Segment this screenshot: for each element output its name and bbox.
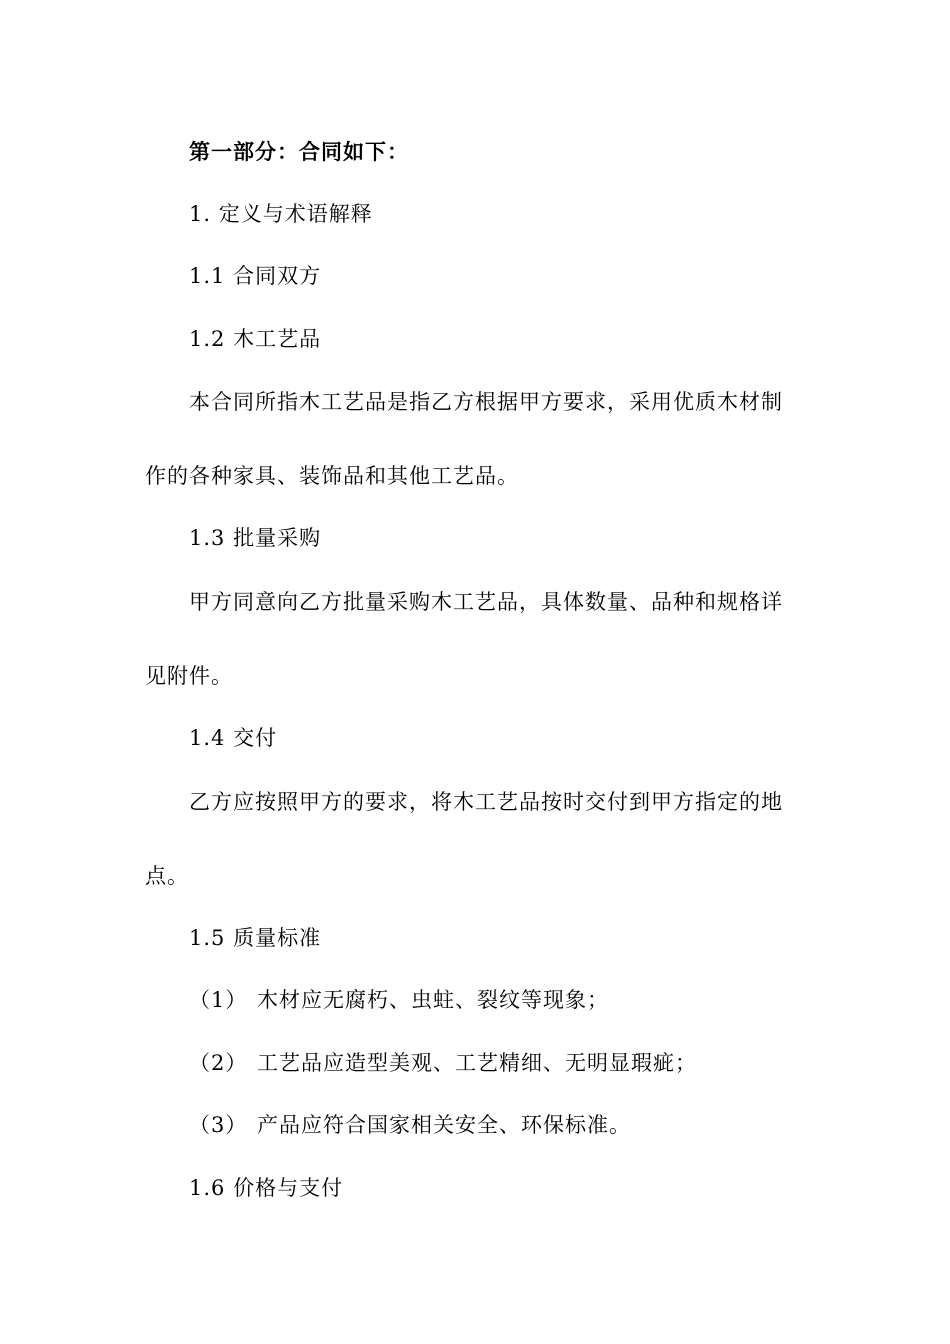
section-heading: 1.5 质量标准 <box>189 926 322 950</box>
paragraph-line: 作的各种家具、装饰品和其他工艺品。 <box>145 464 519 488</box>
section-heading: 1.2 木工艺品 <box>189 327 322 351</box>
list-item-text: 工艺品应造型美观、工艺精细、无明显瑕疵； <box>257 1051 697 1075</box>
part-title: 第一部分：合同如下： <box>189 139 409 164</box>
paragraph-line: 见附件。 <box>145 664 233 688</box>
section-heading: 1.3 批量采购 <box>189 526 322 550</box>
paragraph-line: 本合同所指木工艺品是指乙方根据甲方要求，采用优质木材制 <box>189 390 783 414</box>
section-heading: 1. 定义与术语解释 <box>189 202 373 226</box>
list-item <box>189 1049 697 1077</box>
section-heading: 1.4 交付 <box>189 726 278 750</box>
list-item-text: 木材应无腐朽、虫蛀、裂纹等现象； <box>257 988 609 1012</box>
list-item-text: 产品应符合国家相关安全、环保标准。 <box>257 1113 631 1137</box>
section-heading: 1.1 合同双方 <box>189 264 322 288</box>
paragraph-line: 点。 <box>145 864 189 888</box>
list-item-number: （1） <box>189 988 248 1012</box>
list-item-number: （3） <box>189 1113 248 1137</box>
list-item <box>189 986 609 1014</box>
list-item-number: （2） <box>189 1051 248 1075</box>
paragraph-line: 乙方应按照甲方的要求，将木工艺品按时交付到甲方指定的地 <box>189 790 783 814</box>
list-item <box>189 1111 631 1139</box>
section-heading: 1.6 价格与支付 <box>189 1176 344 1200</box>
paragraph-line: 甲方同意向乙方批量采购木工艺品，具体数量、品种和规格详 <box>189 590 783 614</box>
